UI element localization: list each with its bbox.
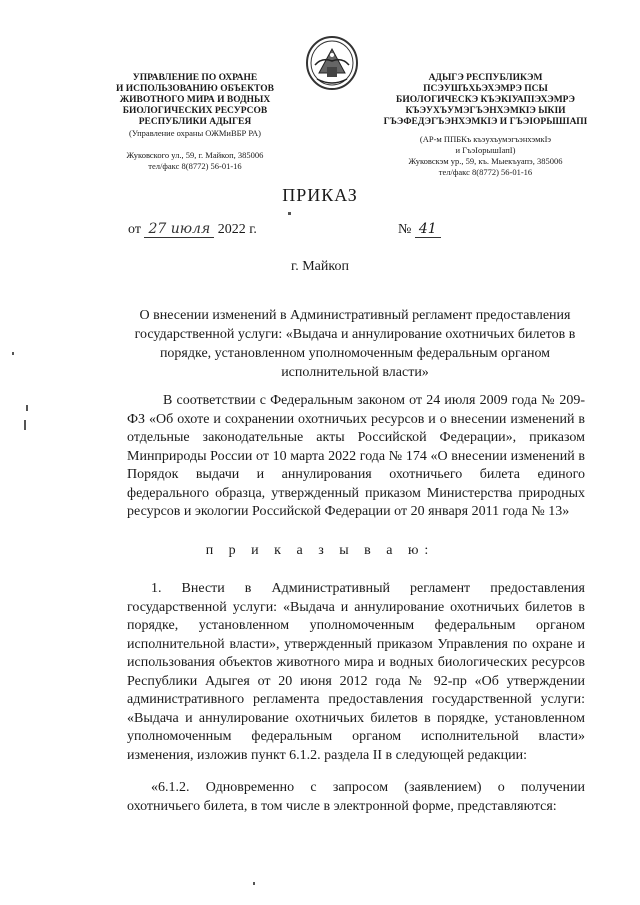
scan-mark	[24, 420, 26, 430]
coat-of-arms-emblem	[305, 35, 359, 91]
left-header-address: Жуковского ул., 59, г. Майкоп, 385006	[126, 150, 264, 160]
left-header	[95, 73, 295, 172]
right-header-line: АДЫГЭ РЕСПУБЛИКЭМ	[428, 73, 543, 83]
document-title: ПРИКАЗ	[282, 185, 358, 205]
item-1-paragraph: 1. Внести в Административный регламент предоставления государственной услуги: «Выдача и аннулирование охотничьих билетов в порядке, установленном уполномоченным федеральным органом исполнительной власти», утвержденный приказом Управления по охране и использования объектов животного мира и водных биологических ресурсов Республики Адыгея от 20 июня 2012 года № 92-пр «Об утверждении административного регламента предоставления государственной услуги: «Выдача и аннулирование охотничьих билетов в порядке, установленном уполномоченным федеральным органом исполнительной власти» изменения, изложив пункт 6.1.2. раздела II в следующей редакции:	[127, 581, 585, 763]
right-header-phone: тел/факс 8(8772) 56-01-16	[438, 167, 533, 177]
date-line	[128, 222, 257, 238]
scan-mark	[26, 405, 28, 411]
scan-mark	[12, 352, 14, 355]
left-header-line: УПРАВЛЕНИЕ ПО ОХРАНЕ	[132, 73, 258, 83]
date-year: 2022 г.	[217, 222, 257, 237]
left-header-line: БИОЛОГИЧЕСКИХ РЕСУРСОВ	[122, 106, 268, 116]
right-header-line: БИОЛОГИЧЕСКЭ КЪЭКIУАПIЭХЭМРЭ	[396, 95, 575, 105]
date-prefix: от	[128, 222, 141, 237]
number-line	[398, 222, 441, 238]
scan-mark	[288, 212, 291, 215]
right-header-short-name: (АР-м ППБКъ къэухъумэгъэнхэмкIэ	[419, 134, 552, 144]
scan-mark	[253, 882, 255, 885]
handwritten-number: 41	[415, 222, 441, 238]
item-1-quote-paragraph: «6.1.2. Одновременно с запросом (заявлением) о получении охотничьего билета, в том числе в электронной форме, представляются:	[127, 780, 585, 814]
left-header-short-name: (Управление охраны ОЖМиВБР РА)	[129, 128, 261, 138]
decree-heading: п р и к а з ы в а ю:	[205, 543, 435, 558]
document-subject: О внесении изменений в Административный регламент предоставления государственной услуги: «Выдача и аннулирование охотничьих билетов в порядке, установленном уполномоченным федеральным органом исполнительной власти»	[134, 308, 576, 380]
number-prefix: №	[398, 222, 412, 237]
city: г. Майкоп	[291, 259, 349, 274]
left-header-line: РЕСПУБЛИКИ АДЫГЕЯ	[138, 117, 252, 127]
preamble-paragraph: В соответствии с Федеральным законом от 24 июля 2009 года № 209-ФЗ «Об охоте и сохранении охотничьих ресурсов и о внесении изменений в отдельные законодательные акты Российской Федерации», приказом Минприроды России от 10 марта 2022 года № 174 «О внесении изменений в Порядок выдачи и аннулирования охотничьего билета единого федерального образца, утвержденный приказом Министерства природных ресурсов и экологии Российской Федерации от 20 января 2011 года № 13»	[127, 393, 585, 519]
right-header	[378, 73, 593, 178]
right-header-address: Жуковскэм ур., 59, къ. Мыекъуапэ, 385006	[408, 156, 563, 166]
right-header-short-name: и ГъэIорышIапI)	[455, 145, 516, 155]
left-header-line: ЖИВОТНОГО МИРА И ВОДНЫХ	[119, 95, 271, 105]
handwritten-date: 27 июля	[144, 222, 214, 238]
right-header-line: ГЪЭФЕДЭГЪЭНХЭМКIЭ И ГЪЭIОРЫШIАПI	[383, 117, 588, 127]
right-header-line: ПСЭУШЪХЬЭХЭМРЭ ПСЫ	[423, 84, 548, 94]
left-header-line: И ИСПОЛЬЗОВАНИЮ ОБЪЕКТОВ	[116, 84, 274, 94]
right-header-line: КЪЭУХЪУМЭГЪЭНХЭМКIЭ ЫКIИ	[405, 106, 566, 116]
left-header-phone: тел/факс 8(8772) 56-01-16	[148, 161, 242, 171]
